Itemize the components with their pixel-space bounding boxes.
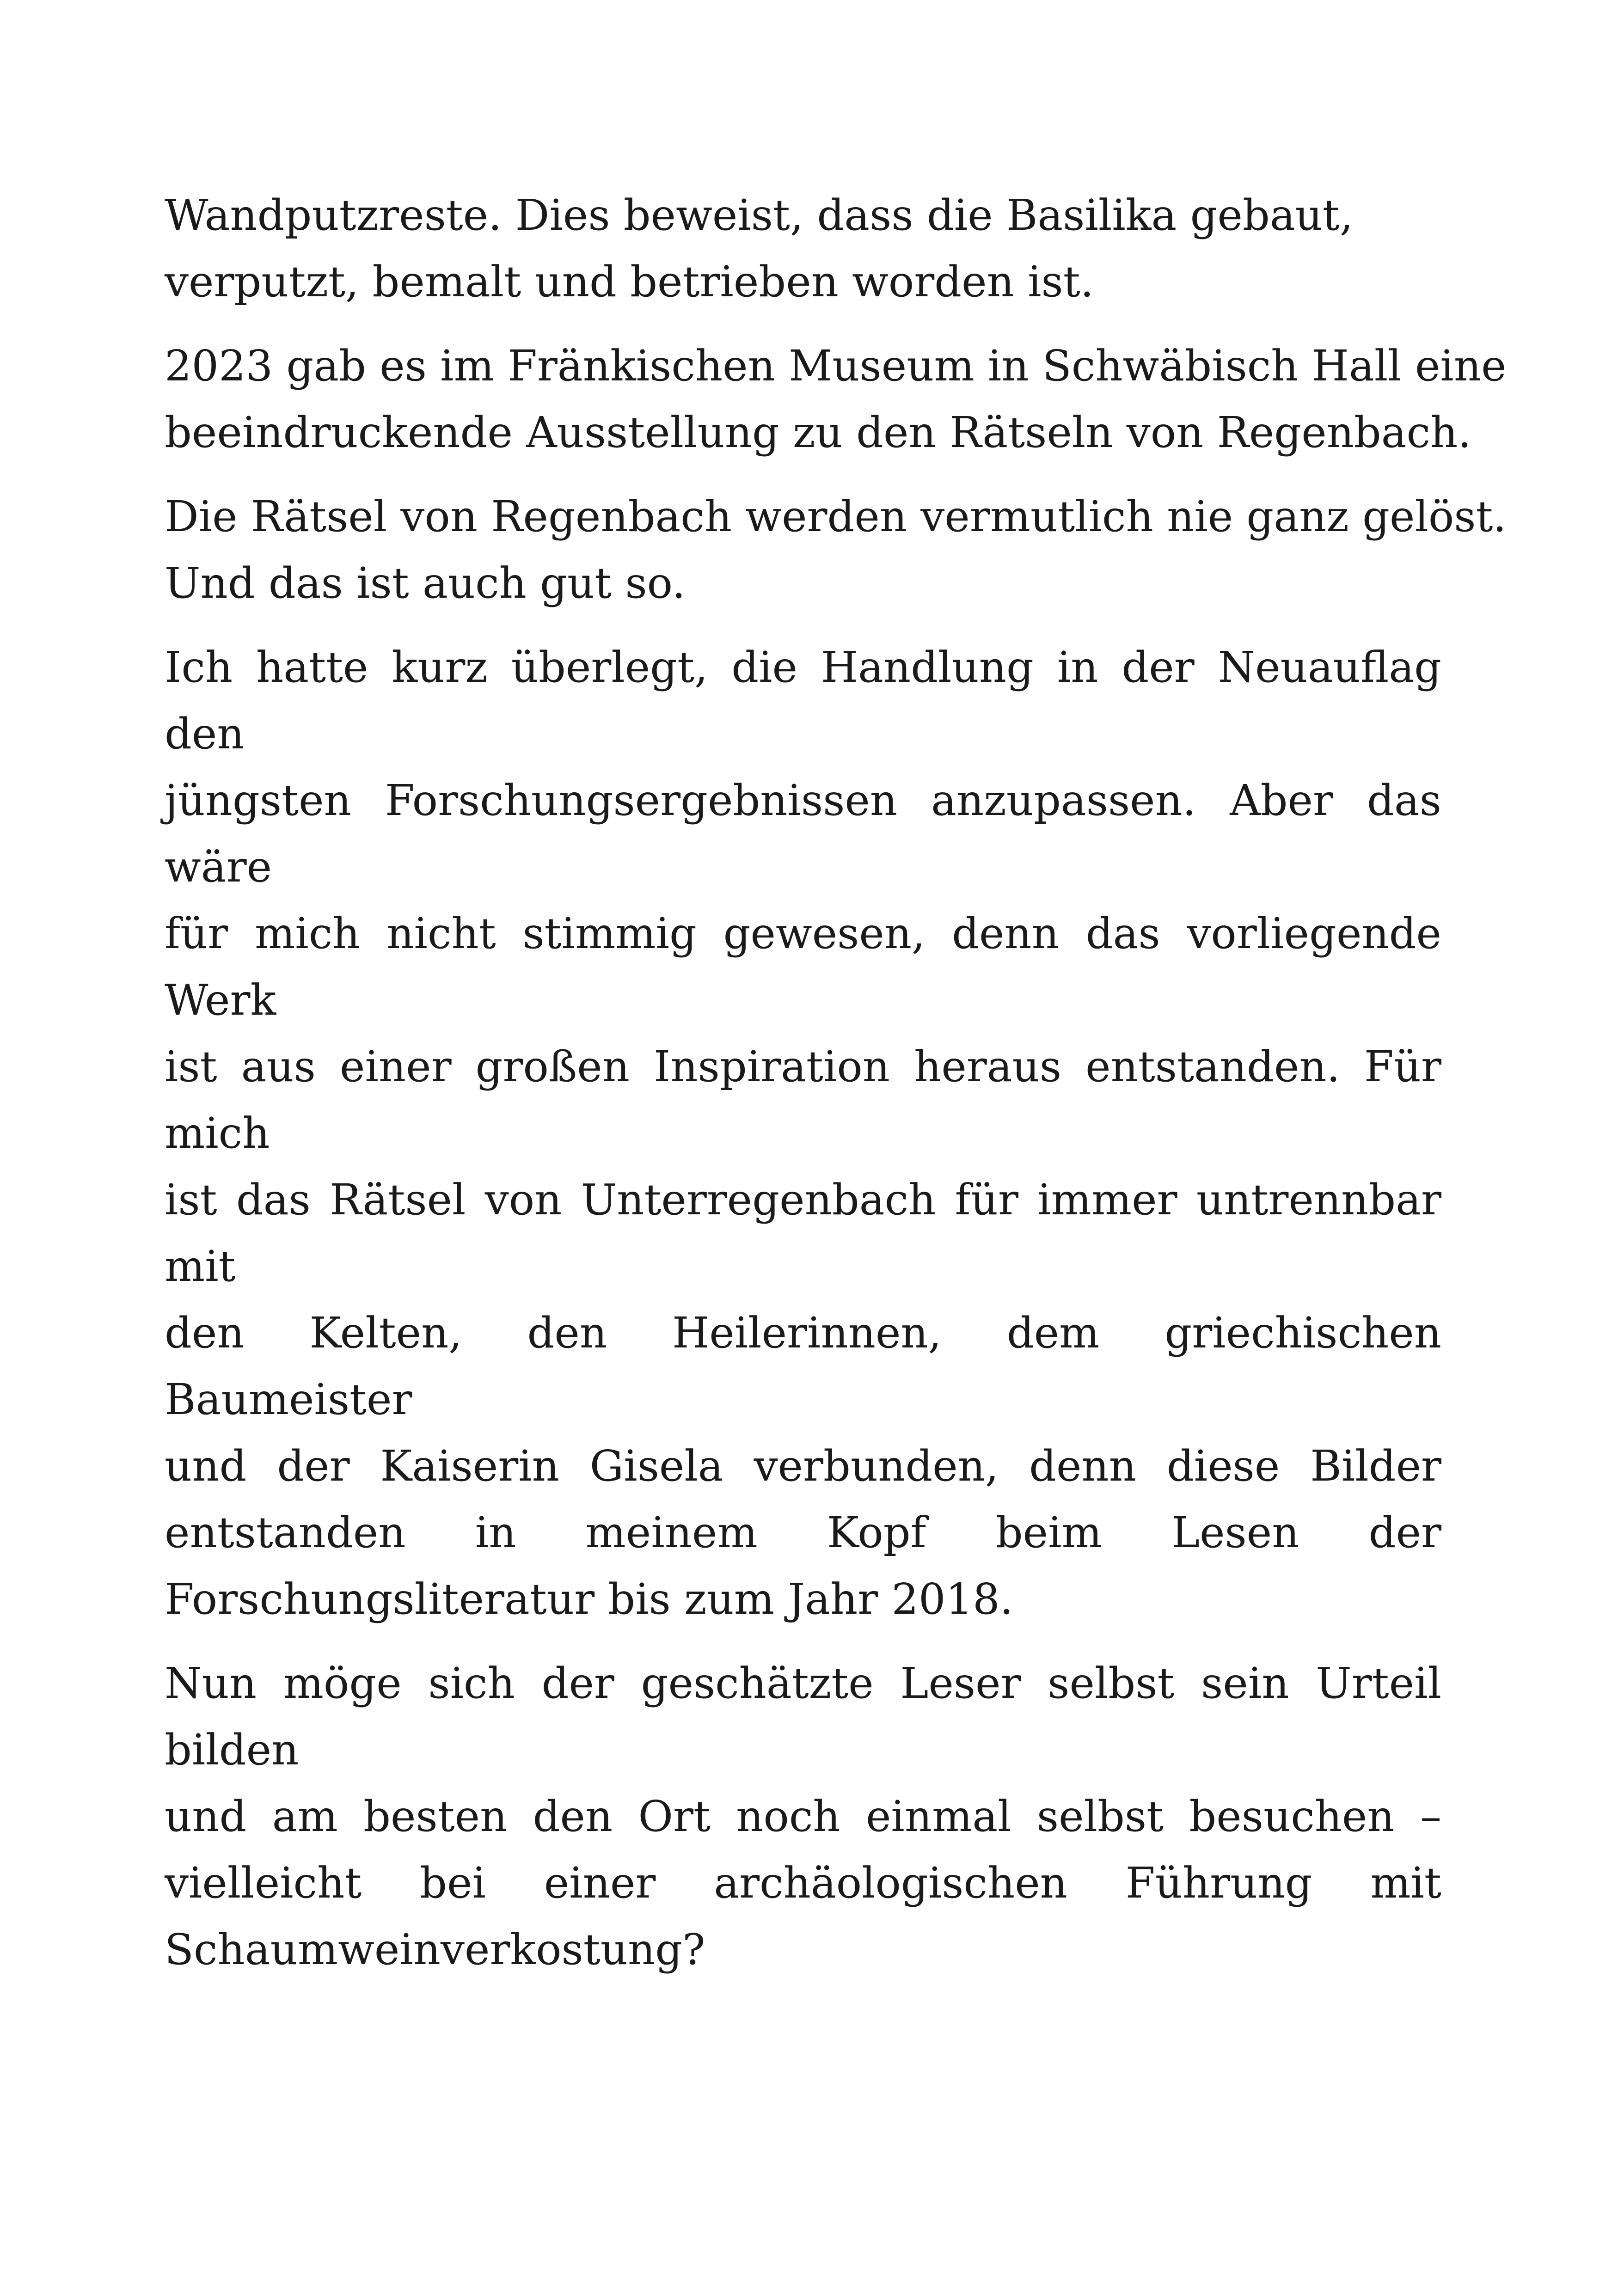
text-line: Forschungsliteratur bis zum Jahr 2018. [165, 1574, 1013, 1624]
paragraph-3 [165, 484, 1507, 617]
text-line: beeindruckende Ausstellung zu den Rätseln von Regenbach. [165, 408, 1471, 457]
text-line: jüngsten Forschungsergebnissen anzupassen. Aber das wäre [165, 776, 1441, 892]
text-line: Wandputzreste. Dies beweist, dass die Basilika gebaut, [165, 190, 1354, 240]
paragraph-1 [165, 182, 1441, 315]
text-line: ist aus einer großen Inspiration heraus entstanden. Für mich [165, 1042, 1441, 1158]
text-line: verputzt, bemalt und betrieben worden ist. [165, 257, 1094, 306]
text-line: Schaumweinverkostung? [165, 1925, 705, 1974]
text-line: entstanden in meinem Kopf beim Lesen der [165, 1508, 1441, 1557]
text-line: und am besten den Ort noch einmal selbst besuchen – [165, 1792, 1441, 1841]
text-line: für mich nicht stimmig gewesen, denn das vorliegende Werk [165, 909, 1441, 1025]
text-line: vielleicht bei einer archäologischen Führung mit [165, 1858, 1441, 1908]
body-text [165, 182, 1507, 2001]
text-line: 2023 gab es im Fränkischen Museum in Schwäbisch Hall eine [165, 341, 1507, 391]
text-line: ist das Rätsel von Unterregenbach für immer untrennbar mit [165, 1175, 1441, 1291]
text-line: den Kelten, den Heilerinnen, dem griechischen Baumeister [165, 1308, 1441, 1424]
text-line: Nun möge sich der geschätzte Leser selbst sein Urteil bilden [165, 1659, 1441, 1775]
text-line: und der Kaiserin Gisela verbunden, denn diese Bilder [165, 1441, 1441, 1491]
paragraph-4 [165, 634, 1441, 1633]
text-line: Die Rätsel von Regenbach werden vermutlich nie ganz gelöst. [165, 492, 1507, 541]
text-line: Ich hatte kurz überlegt, die Handlung in der Neuauflag den [165, 643, 1441, 759]
paragraph-2 [165, 333, 1507, 466]
paragraph-5 [165, 1650, 1441, 1983]
text-line: Und das ist auch gut so. [165, 558, 686, 608]
